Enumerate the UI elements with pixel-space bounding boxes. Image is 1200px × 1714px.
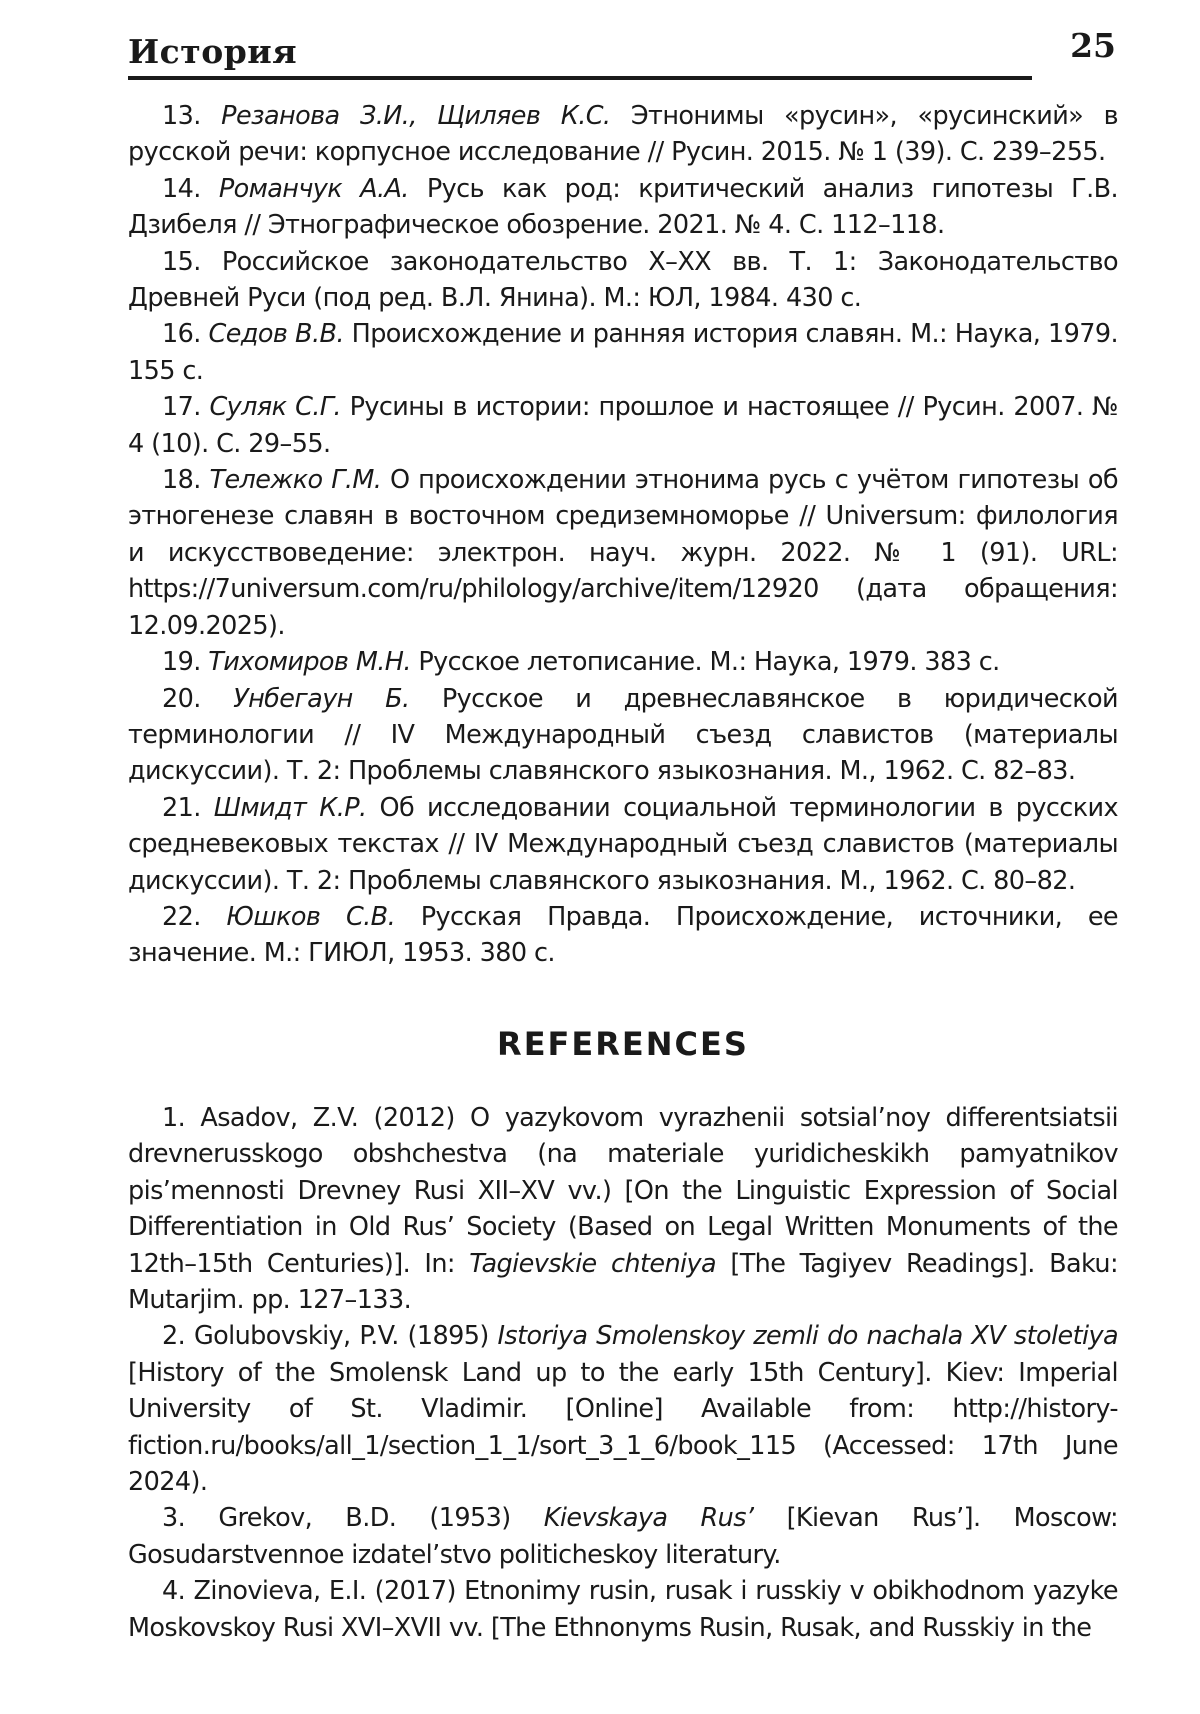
bibliography-entry: 22. Юшков С.В. Русская Правда. Происхождение, источники, ее значение. М.: ГИЮЛ, 1953. 380 с. bbox=[128, 901, 1118, 969]
references-heading: REFERENCES bbox=[497, 1025, 749, 1063]
reference-entry: 2. Golubovskiy, P.V. (1895) Istoriya Smolenskoy zemli do nachala XV stoletiya [History of the Smolensk Land up to the early 15th Century]. Kiev: Imperial University of St. Vladimir. [Online] Available from: http://history-fiction.ru/books/all_1/section_1_1/sort_3_1_6/book_115 (Accessed: 17th June 2024). bbox=[128, 1321, 1118, 1498]
bibliography-entry: 21. Шмидт К.Р. Об исследовании социальной терминологии в русских средневековых текстах // IV Международный съезд славистов (материалы дискуссии). Т. 2: Проблемы славянского языкознания. М., 1962. С. 80–82. bbox=[128, 792, 1118, 896]
bibliography-entry: 14. Романчук А.А. Русь как род: критический анализ гипотезы Г.В. Дзибеля // Этнографическое обозрение. 2021. № 4. С. 112–118. bbox=[128, 173, 1119, 241]
running-header bbox=[128, 26, 1116, 82]
references-list bbox=[128, 1100, 1118, 1646]
section-title: История bbox=[128, 32, 298, 71]
bibliography-entry: 20. Унбегаун Б. Русское и древнеславянское в юридической терминологии // IV Международный съезд славистов (материалы дискуссии). Т. 2: Проблемы славянского языкознания. М., 1962. С. 82–83. bbox=[128, 683, 1118, 787]
bibliography-entry: 16. Седов В.В. Происхождение и ранняя история славян. М.: Наука, 1979. 155 с. bbox=[128, 319, 1119, 386]
header-rule bbox=[128, 76, 1032, 80]
bibliography-entry: 13. Резанова З.И., Щиляев К.С. Этнонимы «русин», «русинский» в русской речи: корпусное исследование // Русин. 2015. № 1 (39). С. 239–255. bbox=[128, 101, 1119, 168]
bibliography-entry: 15. Российское законодательство X–XX вв. Т. 1: Законодательство Древней Руси (под ред. В.Л. Янина). М.: ЮЛ, 1984. 430 с. bbox=[128, 246, 1118, 314]
bibliography-list bbox=[128, 98, 1118, 972]
bibliography-entry: 19. Тихомиров М.Н. Русское летописание. М.: Наука, 1979. 383 с. bbox=[162, 647, 1000, 678]
reference-entry: 1. Asadov, Z.V. (2012) O yazykovom vyrazhenii sotsial’noy differentsiatsii drevnerusskogo obshchestva (na materiale yuridicheskikh pamyatnikov pis’mennosti Drevney Rusi XII–XV vv.) [On the Linguistic Expression of Social Differentiation in Old Rus’ Society (Based on Legal Written Monuments of the 12th–15th Centuries)]. In: Tagievskie chteniya [The Tagiyev Readings]. Baku: Mutarjim. pp. 127–133. bbox=[128, 1103, 1118, 1316]
reference-entry: 4. Zinovieva, E.I. (2017) Etnonimy rusin, rusak i russkiy v obikhodnom yazyke Moskovskoy Rusi XVI–XVII vv. [The Ethnonyms Rusin, Rusak, and Russkiy in the bbox=[128, 1576, 1118, 1643]
page-number: 25 bbox=[1070, 26, 1116, 65]
reference-entry: 3. Grekov, B.D. (1953) Kievskaya Rus’ [Kievan Rus’]. Moscow: Gosudarstvennoe izdatel’stvo politicheskoy literatury. bbox=[128, 1503, 1118, 1570]
bibliography-entry: 17. Суляк С.Г. Русины в истории: прошлое и настоящее // Русин. 2007. № 4 (10). С. 29–55. bbox=[128, 392, 1118, 459]
bibliography-entry: 18. Тележко Г.М. О происхождении этнонима русь с учётом гипотезы об этногенезе славян в восточном средиземноморье // Universum: филология и искусствоведение: электрон. науч. журн. 2022. № 1 (91). URL: https://7universum.com/ru/philology/archive/item/12920 (дата обращения: 12.09.2025). bbox=[128, 465, 1118, 641]
